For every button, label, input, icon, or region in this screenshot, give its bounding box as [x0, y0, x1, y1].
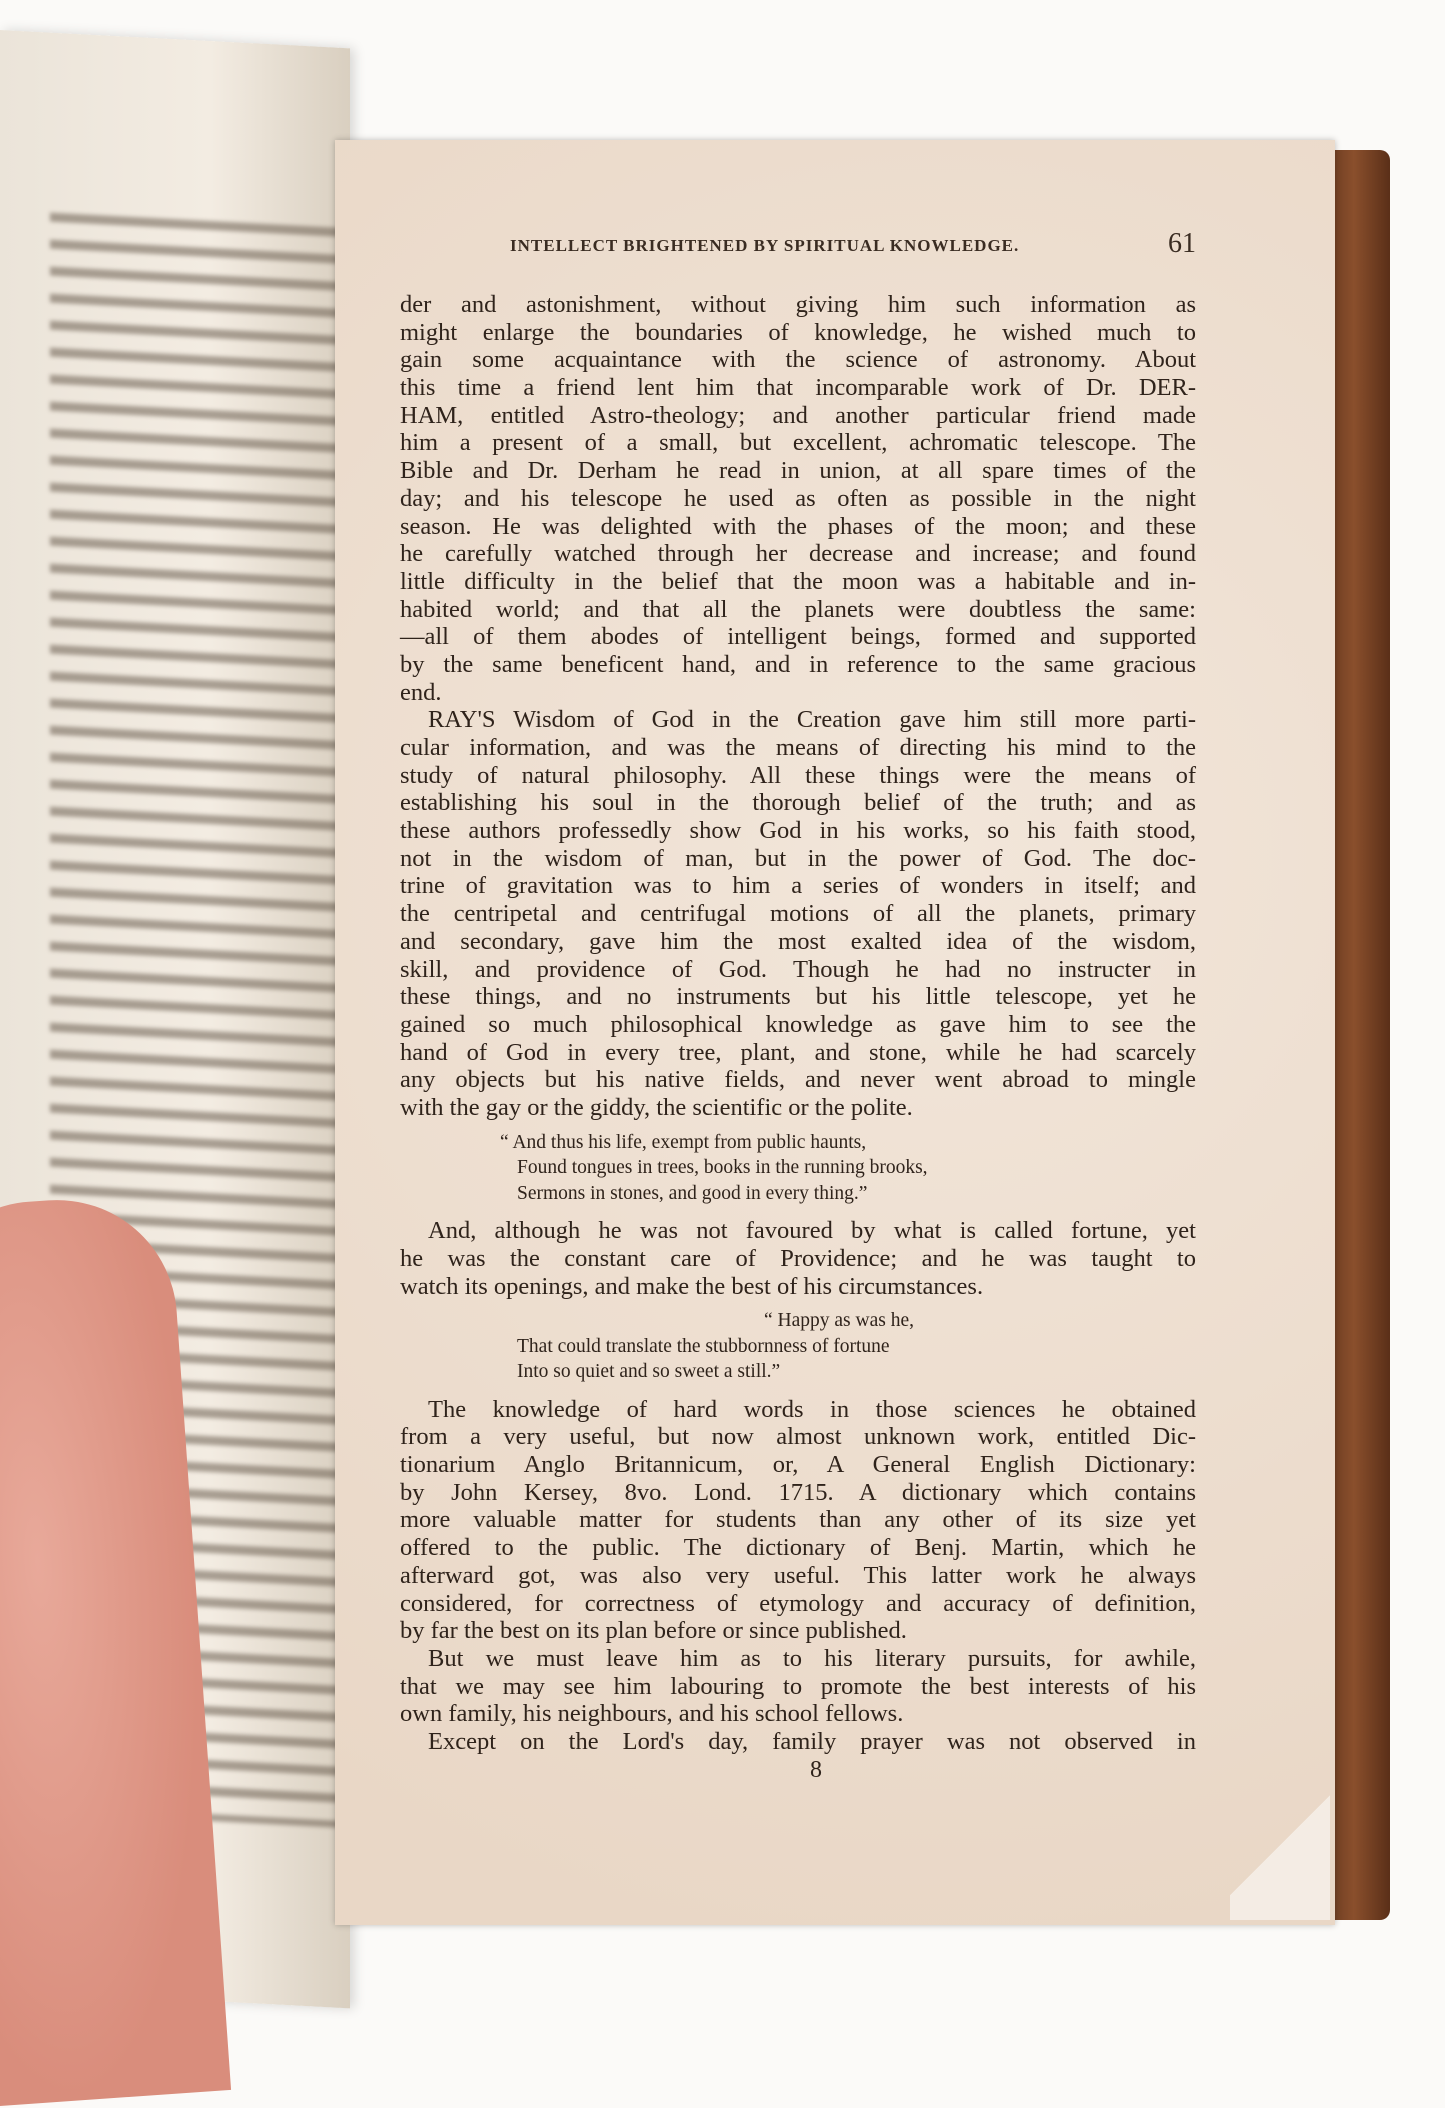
text-line: more valuable matter for students than any other of its size yet	[400, 1506, 1196, 1534]
verse-quotation	[400, 1130, 1196, 1207]
running-head: INTELLECT BRIGHTENED BY SPIRITUAL KNOWLEDGE.	[510, 236, 1020, 255]
verse-quotation	[400, 1308, 1196, 1385]
text-line: habited world; and that all the planets were doubtless the same:	[400, 595, 1196, 623]
paragraph	[400, 291, 1196, 706]
text-line: Into so quiet and so sweet a still.”	[517, 1361, 781, 1383]
text-line: these things, and no instruments but his little telescope, yet he	[400, 983, 1196, 1011]
text-line: “ And thus his life, exempt from public haunts,	[500, 1131, 867, 1153]
text-line: Except on the Lord's day, family prayer was not observed in	[428, 1727, 1196, 1755]
paragraph	[400, 1728, 1196, 1756]
text-line: considered, for correctness of etymology and accuracy of definition,	[400, 1589, 1196, 1617]
text-line: he carefully watched through her decrease and increase; and found	[400, 540, 1196, 568]
text-line: Sermons in stones, and good in every thing.”	[517, 1182, 868, 1204]
text-line: cular information, and was the means of directing his mind to the	[400, 734, 1196, 761]
paragraph	[400, 1645, 1196, 1728]
text-line: watch its openings, and make the best of his circumstances.	[400, 1272, 984, 1300]
text-line: might enlarge the boundaries of knowledge, he wished much to	[400, 318, 1196, 346]
text-line: establishing his soul in the thorough belief of the truth; and as	[400, 789, 1196, 817]
signature-mark: 8	[810, 1757, 822, 1783]
book-cover-edge	[1330, 150, 1390, 1920]
text-line: Bible and Dr. Derham he read in union, at all spare times of the	[400, 457, 1196, 485]
text-line: any objects but his native fields, and never went abroad to mingle	[400, 1066, 1196, 1094]
text-line: day; and his telescope he used as often as possible in the night	[400, 484, 1196, 512]
paragraph	[400, 1217, 1196, 1300]
paragraph	[400, 1396, 1196, 1645]
text-line: from a very useful, but now almost unknown work, entitled Dic-	[400, 1423, 1196, 1451]
text-line: But we must leave him as to his literary pursuits, for awhile,	[428, 1644, 1196, 1672]
text-line: and secondary, gave him the most exalted idea of the wisdom,	[400, 927, 1196, 955]
folded-page-corner	[1230, 1770, 1330, 1920]
text-line: skill, and providence of God. Though he had no instructer in	[400, 955, 1196, 983]
text-line: these authors professedly show God in his works, so his faith stood,	[400, 817, 1196, 845]
text-line: own family, his neighbours, and his school fellows.	[400, 1700, 904, 1728]
text-line: this time a friend lent him that incomparable work of Dr. DER-	[400, 374, 1196, 402]
text-line: gain some acquaintance with the science of astronomy. About	[400, 346, 1196, 374]
text-line: tionarium Anglo Britannicum, or, A General English Dictionary:	[400, 1451, 1196, 1479]
text-line: gained so much philosophical knowledge as gave him to see the	[400, 1010, 1196, 1038]
text-line: Found tongues in trees, books in the running brooks,	[517, 1157, 928, 1179]
text-line: “ Happy as was he,	[764, 1310, 914, 1332]
text-line: afterward got, was also very useful. This latter work he always	[400, 1561, 1196, 1589]
text-line: HAM, entitled Astro-theology; and another particular friend made	[400, 401, 1196, 429]
text-line: der and astonishment, without giving him such information as	[400, 291, 1196, 318]
text-line: That could translate the stubbornness of fortune	[517, 1335, 890, 1357]
text-line: little difficulty in the belief that the moon was a habitable and in-	[400, 567, 1196, 595]
text-line: by the same beneficent hand, and in reference to the same gracious	[400, 650, 1196, 678]
text-line: not in the wisdom of man, but in the power of God. The doc-	[400, 844, 1196, 872]
text-line: end.	[400, 678, 442, 706]
text-line: by John Kersey, 8vo. Lond. 1715. A dictionary which contains	[400, 1478, 1196, 1506]
text-line: the centripetal and centrifugal motions of all the planets, primary	[400, 900, 1196, 928]
text-line: by far the best on its plan before or since published.	[400, 1617, 907, 1645]
text-line: that we may see him labouring to promote the best interests of his	[400, 1672, 1196, 1700]
text-line: him a present of a small, but excellent, achromatic telescope. The	[400, 429, 1196, 457]
text-line: trine of gravitation was to him a series of wonders in itself; and	[400, 872, 1196, 900]
text-line: And, although he was not favoured by what is called fortune, yet	[428, 1217, 1196, 1245]
text-line: offered to the public. The dictionary of Benj. Martin, which he	[400, 1534, 1196, 1562]
page-body	[400, 291, 1196, 1756]
text-line: —all of them abodes of intelligent beings, formed and supported	[400, 623, 1196, 651]
text-line: hand of God in every tree, plant, and stone, while he had scarcely	[400, 1038, 1196, 1066]
text-line: The knowledge of hard words in those sciences he obtained	[428, 1395, 1196, 1423]
text-line: he was the constant care of Providence; and he was taught to	[400, 1244, 1196, 1272]
paragraph	[400, 706, 1196, 1121]
text-line: season. He was delighted with the phases of the moon; and these	[400, 512, 1196, 540]
text-line: with the gay or the giddy, the scientific or the polite.	[400, 1093, 913, 1121]
text-line: study of natural philosophy. All these things were the means of	[400, 761, 1196, 789]
text-line: RAY'S Wisdom of God in the Creation gave him still more parti-	[428, 706, 1196, 734]
page-number: 61	[1168, 228, 1196, 259]
